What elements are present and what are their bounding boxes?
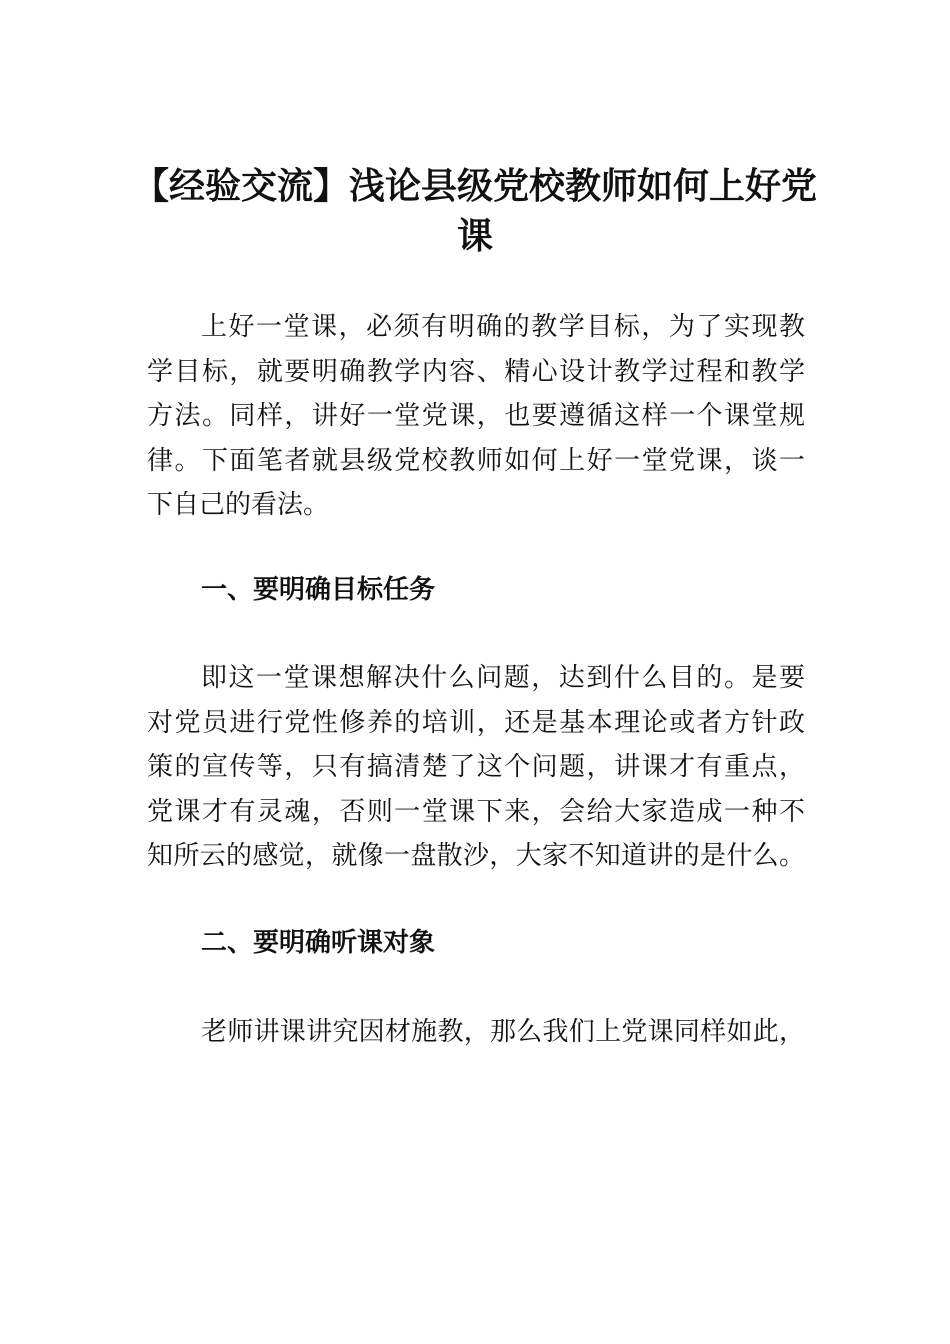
title-line: 【经验交流】浅论县级党校教师如何上好党 — [132, 166, 817, 207]
text-line: 策的宣传等，只有搞清楚了这个问题，讲课才有重点， — [147, 752, 805, 782]
text-line: 党课才有灵魂，否则一堂课下来，会给大家造成一种不 — [147, 797, 805, 827]
text-line: 老师讲课讲究因材施教，那么我们上党课同样如此， — [201, 1017, 805, 1047]
text-line: 知所云的感觉，就像一盘散沙，大家不知道讲的是什么。 — [147, 841, 805, 871]
text-line: 下自己的看法。 — [147, 490, 330, 520]
title-line: 课 — [456, 216, 493, 257]
text-line: 律。下面笔者就县级党校教师如何上好一堂党课，谈一 — [147, 446, 805, 476]
text-line: 上好一堂课，必须有明确的教学目标，为了实现教 — [201, 312, 805, 342]
text-line: 对党员进行党性修养的培训，还是基本理论或者方针政 — [147, 708, 805, 738]
text-line: 方法。同样，讲好一堂党课，也要遵循这样一个课堂规 — [147, 401, 805, 431]
text-line: 学目标，就要明确教学内容、精心设计教学过程和教学 — [147, 357, 805, 387]
section-heading: 二、要明确听课对象 — [201, 928, 436, 958]
section-heading: 一、要明确目标任务 — [201, 575, 436, 605]
text-line: 即这一堂课想解决什么问题，达到什么目的。是要 — [201, 663, 805, 693]
